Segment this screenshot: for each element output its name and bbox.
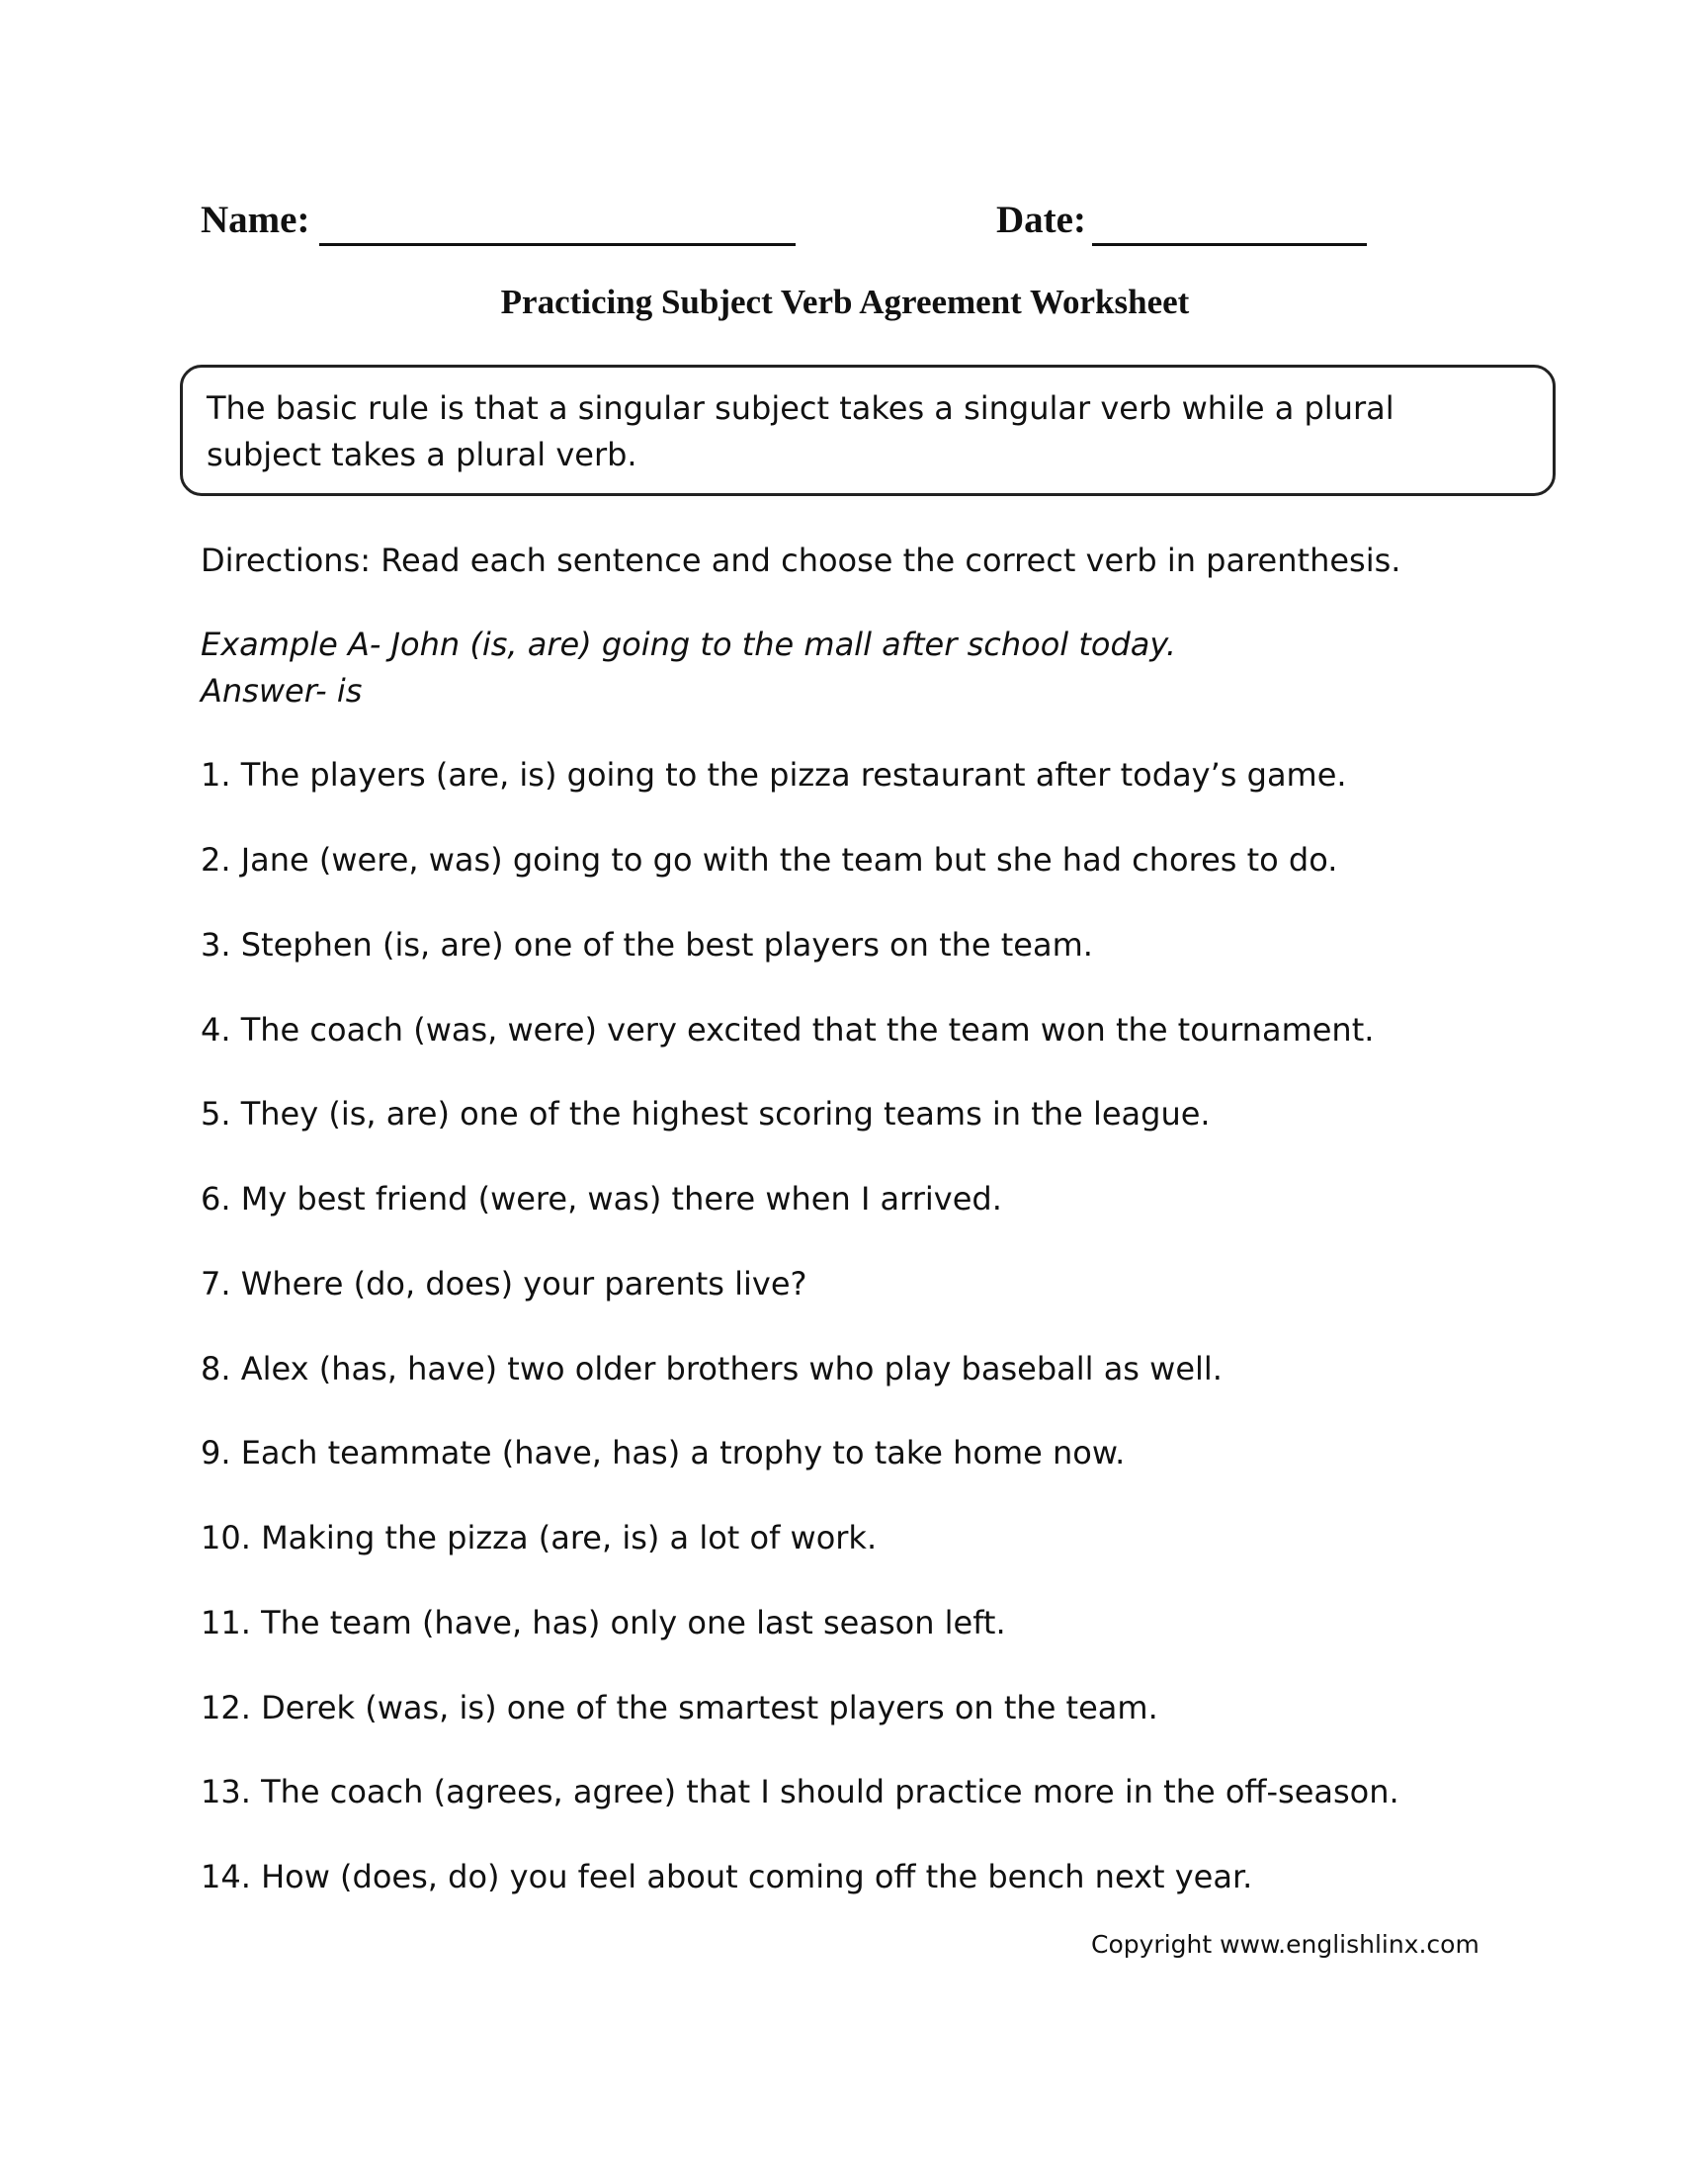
example-answer: Answer- is — [201, 672, 363, 710]
rule-box — [180, 365, 1556, 496]
example-question: Example A- John (is, are) going to the mall after school today. — [201, 626, 1176, 663]
question-item: 2. Jane (were, was) going to go with the team but she had chores to do. — [201, 841, 1338, 879]
rule-text: The basic rule is that a singular subject takes a singular verb while a plural subject takes a plural verb. — [207, 389, 1394, 473]
question-item: 1. The players (are, is) going to the pizza restaurant after today’s game. — [201, 756, 1347, 794]
question-item: 6. My best friend (were, was) there when I arrived. — [201, 1180, 1002, 1218]
copyright-notice: Copyright www.englishlinx.com — [1091, 1930, 1479, 1959]
question-item: 11. The team (have, has) only one last season left. — [201, 1604, 1006, 1641]
question-item: 14. How (does, do) you feel about coming off the bench next year. — [201, 1858, 1253, 1895]
question-item: 4. The coach (was, were) very excited that the team won the tournament. — [201, 1011, 1375, 1049]
date-blank-line — [1092, 243, 1367, 246]
question-item: 13. The coach (agrees, agree) that I should practice more in the off-season. — [201, 1773, 1399, 1810]
header-line — [201, 198, 1367, 257]
question-item: 7. Where (do, does) your parents live? — [201, 1265, 807, 1302]
date-label: Date: — [996, 199, 1086, 241]
worksheet-title: Practicing Subject Verb Agreement Worksheet — [500, 283, 1190, 321]
question-item: 5. They (is, are) one of the highest scoring teams in the league. — [201, 1095, 1211, 1133]
question-item: 8. Alex (has, have) two older brothers who play baseball as well. — [201, 1350, 1223, 1387]
name-label: Name: — [201, 199, 310, 241]
directions: Directions: Read each sentence and choose the correct verb in parenthesis. — [201, 542, 1401, 579]
name-blank-line — [319, 243, 796, 246]
question-item: 3. Stephen (is, are) one of the best players on the team. — [201, 926, 1093, 964]
question-item: 10. Making the pizza (are, is) a lot of work. — [201, 1519, 878, 1556]
question-item: 9. Each teammate (have, has) a trophy to take home now. — [201, 1434, 1126, 1471]
question-item: 12. Derek (was, is) one of the smartest players on the team. — [201, 1689, 1158, 1726]
